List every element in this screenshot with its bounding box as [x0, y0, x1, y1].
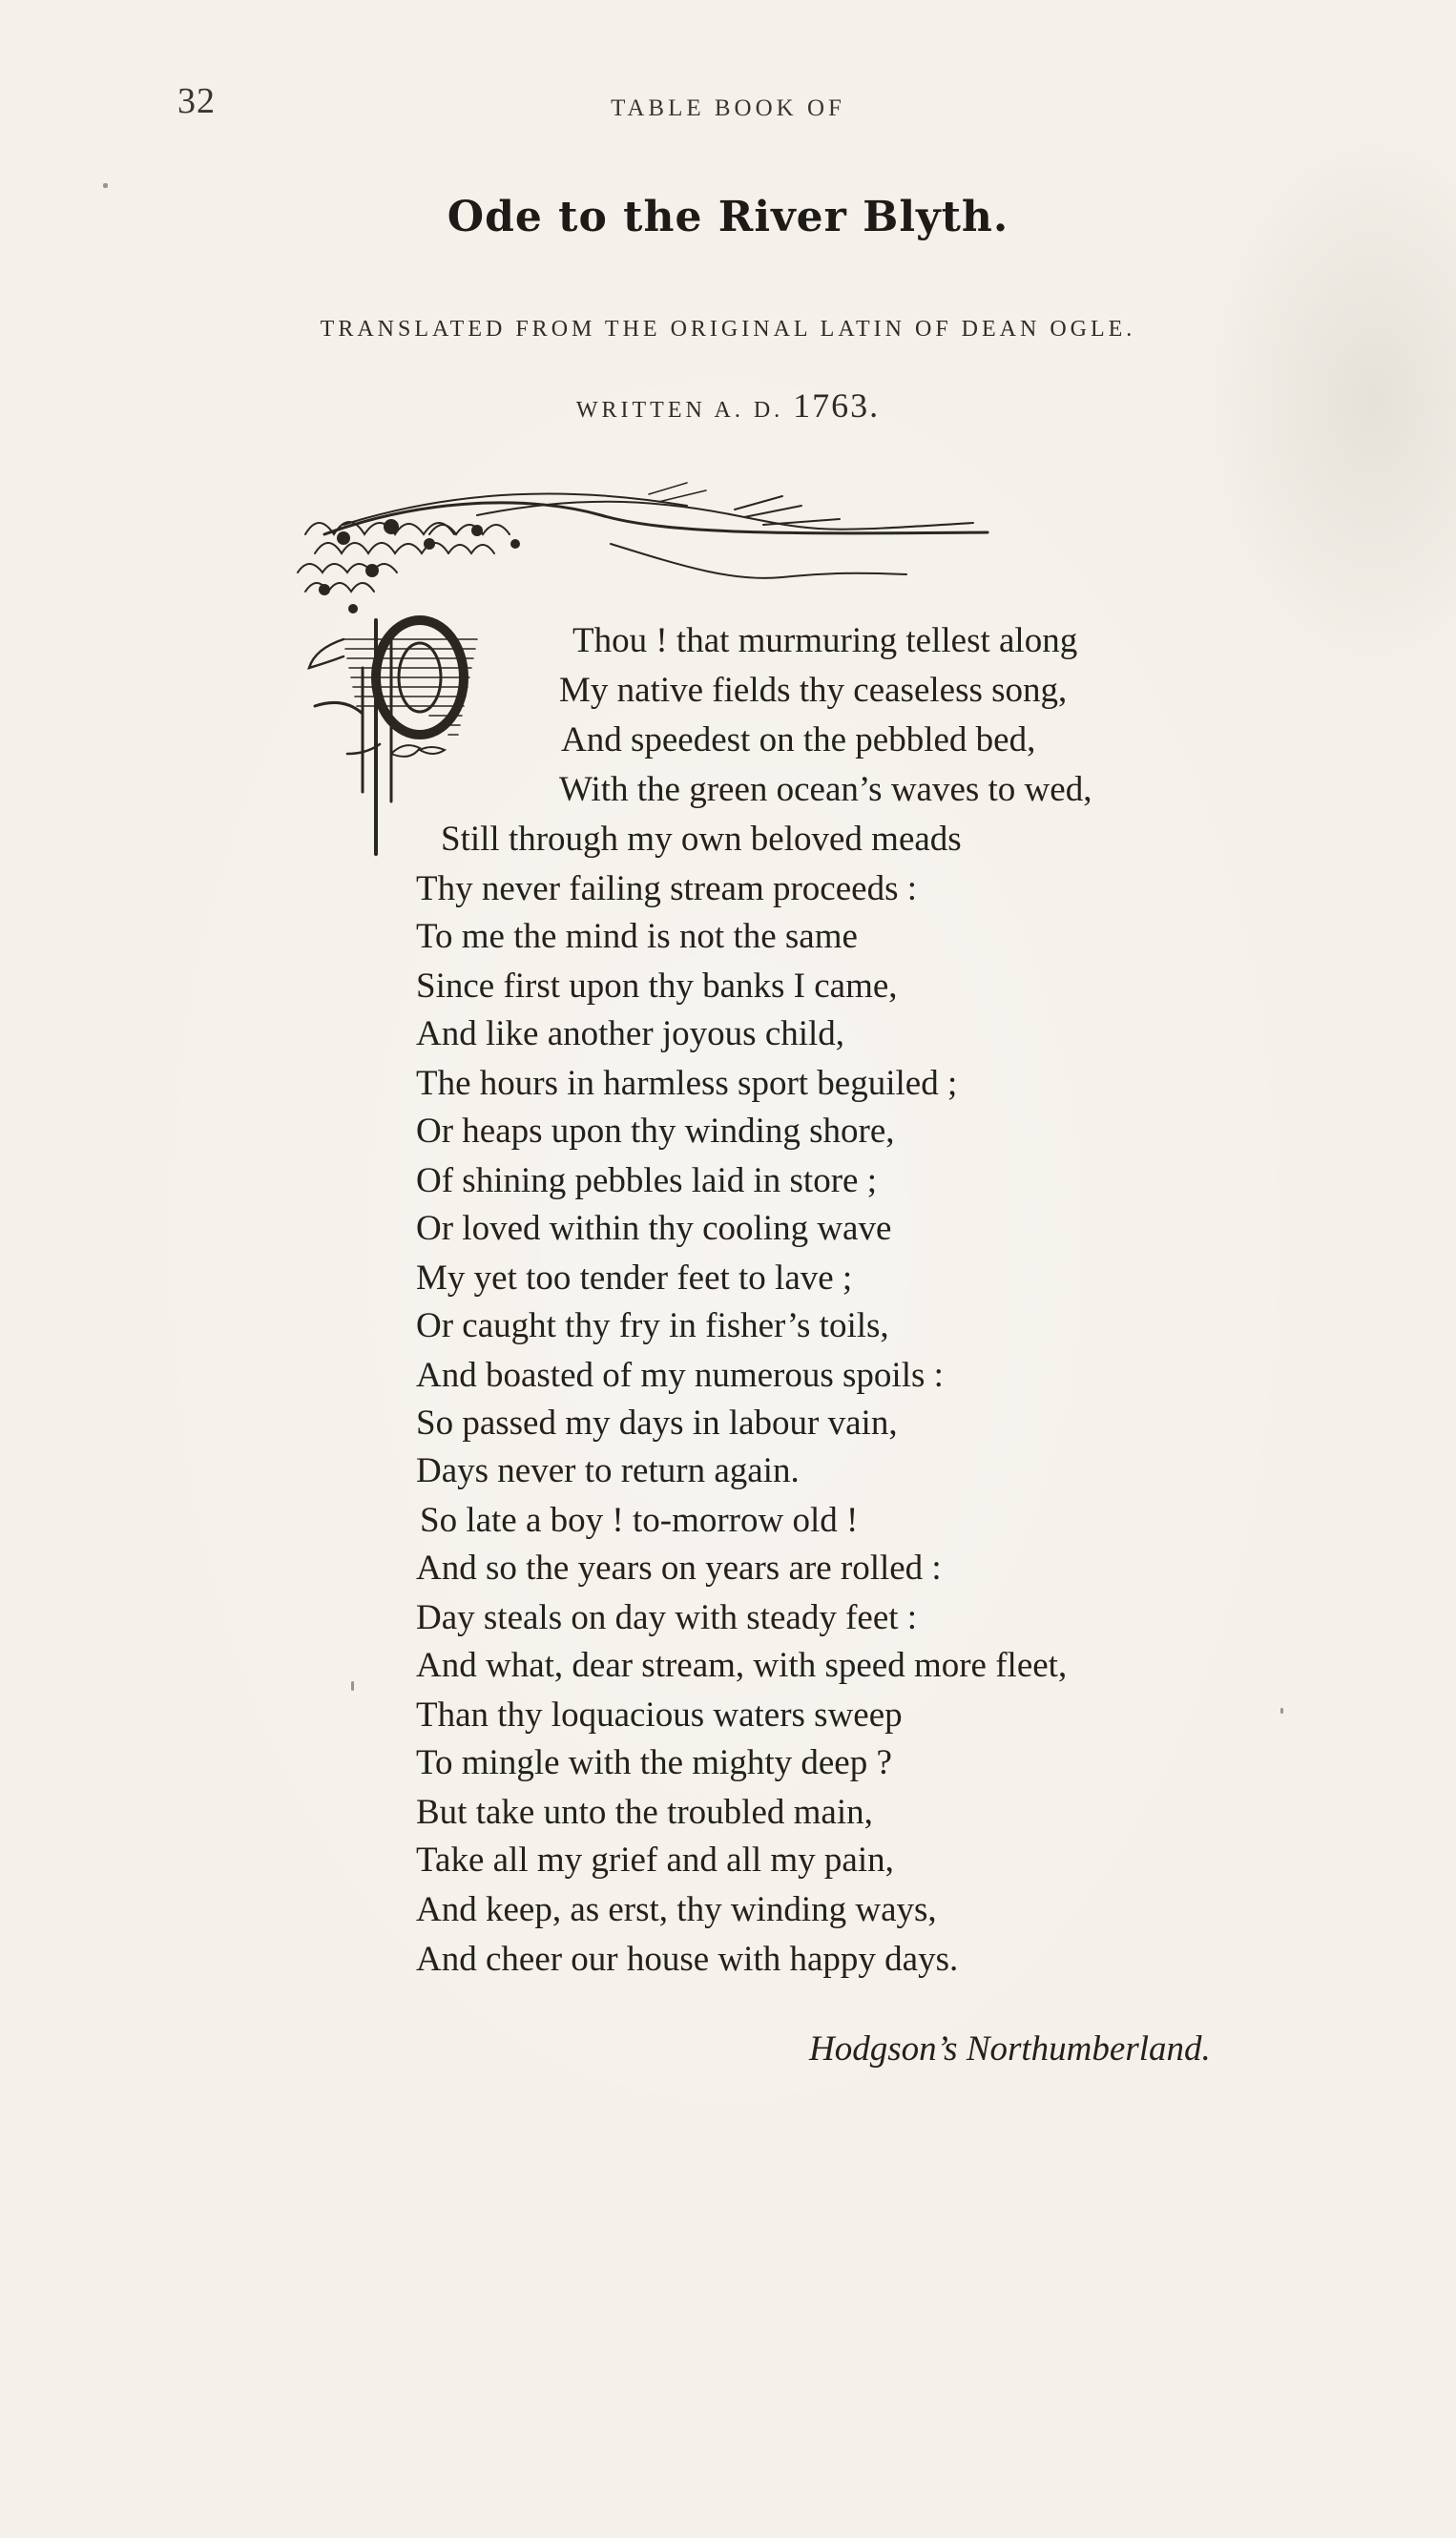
poem-line: And keep, as erst, thy winding ways, [416, 1890, 937, 1929]
poem-line: And so the years on years are rolled : [416, 1549, 942, 1588]
written-year: 1763. [793, 386, 881, 425]
poem-line: Take all my grief and all my pain, [416, 1841, 894, 1880]
poem-line: So passed my days in labour vain, [416, 1404, 898, 1443]
scan-speck [103, 183, 108, 188]
poem-line: Or loved within thy cooling wave [416, 1209, 892, 1248]
poem-line: To me the mind is not the same [416, 917, 858, 956]
poem-line: Or heaps upon thy winding shore, [416, 1112, 895, 1151]
poem-line: And like another joyous child, [416, 1014, 845, 1053]
poem-line: Or caught thy fry in fisher’s toils, [416, 1306, 889, 1345]
poem-line: And cheer our house with happy days. [416, 1940, 959, 1979]
poem-line: Day steals on day with steady feet : [416, 1598, 918, 1637]
scan-speck [351, 1681, 354, 1691]
poem-line: With the green ocean’s waves to wed, [559, 770, 1092, 809]
poem-line: My native fields thy ceaseless song, [559, 671, 1068, 710]
poem-line: And speedest on the pebbled bed, [561, 720, 1036, 759]
poem-line: Thou ! that murmuring tellest along [572, 621, 1078, 660]
poem-title: Ode to the River Blyth. [447, 193, 1009, 241]
written-label: WRITTEN A. D. [575, 398, 784, 423]
attribution: Hodgson’s Northumberland. [809, 2029, 1211, 2069]
poem-line: Still through my own beloved meads [441, 820, 962, 859]
poem-line: Since first upon thy banks I came, [416, 967, 898, 1006]
scan-speck [1280, 1708, 1283, 1714]
poem-line: And boasted of my numerous spoils : [416, 1356, 944, 1395]
poem-line: Of shining pebbles laid in store ; [416, 1161, 877, 1200]
running-head: TABLE BOOK OF [611, 95, 845, 121]
poem-line: Days never to return again. [416, 1451, 800, 1490]
poem-line: So late a boy ! to-morrow old ! [420, 1501, 859, 1540]
poem-line: Than thy loquacious waters sweep [416, 1695, 903, 1735]
poem-line: To mingle with the mighty deep ? [416, 1743, 892, 1782]
poem-line: Thy never failing stream proceeds : [416, 869, 917, 908]
poem-line: And what, dear stream, with speed more fleet, [416, 1646, 1068, 1685]
page-number: 32 [177, 81, 216, 121]
poem-line: The hours in harmless sport beguiled ; [416, 1064, 958, 1103]
poem-subtitle: TRANSLATED FROM THE ORIGINAL LATIN OF DEAN OGLE. [320, 317, 1136, 342]
written-date [0, 385, 1456, 426]
poem-line: But take unto the troubled main, [416, 1793, 873, 1832]
poem-line: My yet too tender feet to lave ; [416, 1259, 853, 1298]
